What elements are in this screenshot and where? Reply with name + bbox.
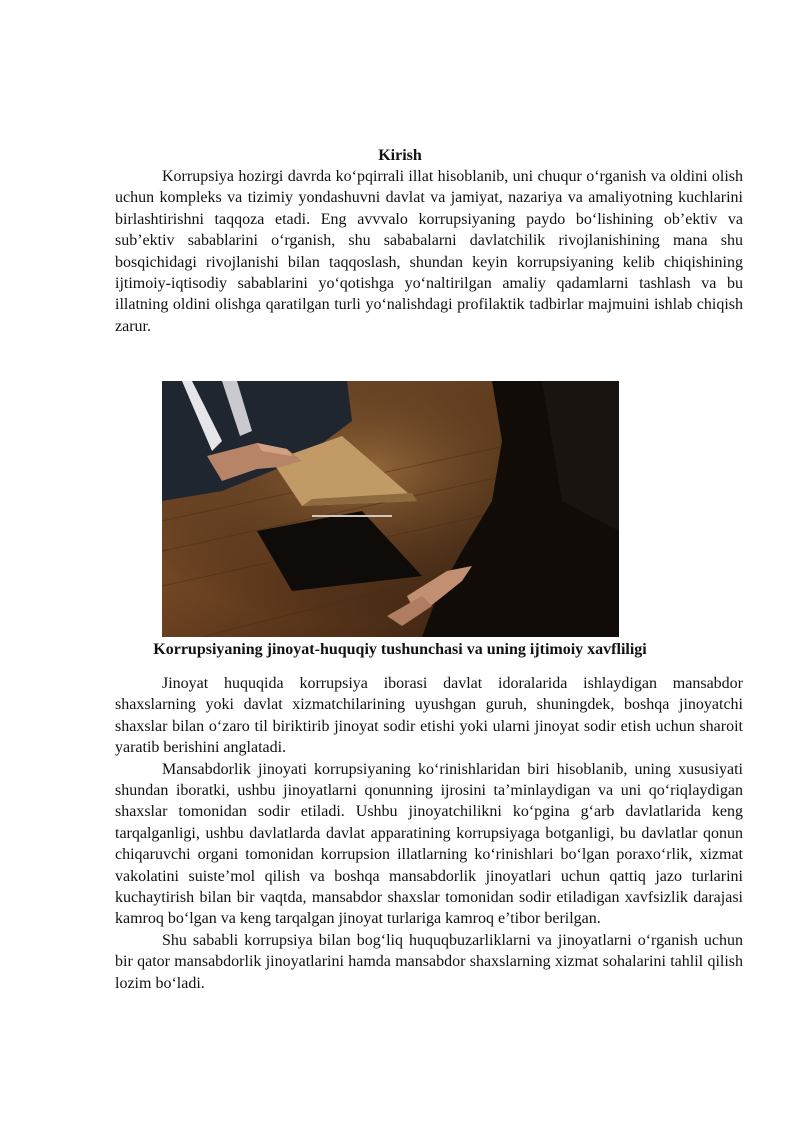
body-paragraph-2: Mansabdorlik jinoyati korrupsiyaning ko‘rinishlaridan biri hisoblanib, uning xususiyati shundan iboratki, ushbu jinoyatlarni qonunning ijrosini ta’minlaydigan va uni qo‘riqlaydigan shaxslar tomonidan sodir etiladi. Ushbu jinoyatchilikni ko‘pgina g‘arb davlatlarida keng tarqalganligi, ushbu davlatlarda davlat apparatining korrupsiyaga botganligi, bu davlatlar qonun chiqaruvchi organi tomonidan korrupsion illatlarning ko‘rinishlari bo‘lgan poraxo‘rlik, xizmat vakolatini suiste’mol qilish va boshqa mansabdorlik jinoyatlari uchun qattiq jazo turlarini kuchaytirish bilan bir vaqtda, mansabdor shaxslar tomonidan sodir etiladigan xavfsizlik darajasi kamroq bo‘lgan va keng tarqalgan jinoyat turlariga kamroq e’tibor berilgan. <box>115 760 743 928</box>
bribe-photo <box>162 381 619 637</box>
body-section <box>115 673 743 994</box>
body-paragraph-3: Shu sababli korrupsiya bilan bog‘liq huquqbuzarliklarni va jinoyatlarni o‘rganish uchun bir qator mansabdorlik jinoyatlarini hamda mansabdor shaxslarning xizmat sohalarini tahlil qilish lozim bo‘ladi. <box>115 931 743 992</box>
page-title: Kirish <box>378 147 422 164</box>
intro-paragraph: Korrupsiya hozirgi davrda ko‘pqirrali illat hisoblanib, uni chuqur o‘rganish va oldini olish uchun kompleks va tizimiy yondashuvni davlat va jamiyat, nazariya va amaliyotning kuchlarini birlashtirishni taqqoza etadi. Eng avvvalo korrupsiyaning paydo bo‘lishining ob’ektiv va sub’ektiv sabablarini o‘rganish, shu sababalarni davlatchilik rivojlanishining mana shu bosqichidagi rivojlanishi bilan taqqoslash, shundan keyin korrupsiyaning kelib chiqishining ijtimoiy-iqtisodiy sabablarini yo‘qotishga yo‘naltirilgan amaliy qadamlarni tashlash va bu illatning oldini olishga qaratilgan turli yo‘nalishdagi profilaktik tadbirlar majmuini ishlab chiqish zarur. <box>115 168 743 335</box>
section-title: Korrupsiyaning jinoyat-huquqiy tushunchasi va uning ijtimoiy xavfliligi <box>153 641 647 658</box>
intro-section <box>115 166 743 337</box>
body-paragraph-1: Jinoyat huquqida korrupsiya iborasi davlat idoralarida ishlaydigan mansabdor shaxslarning yoki davlat xizmatchilarining uyushgan guruh, shuningdek, boshqa jinoyatchi shaxslar bilan o‘zaro til biriktirib jinoyat sodir etishi yoki ularni jinoyat sodir etish uchun sharoit yaratib berishini anglatadi. <box>115 675 743 757</box>
